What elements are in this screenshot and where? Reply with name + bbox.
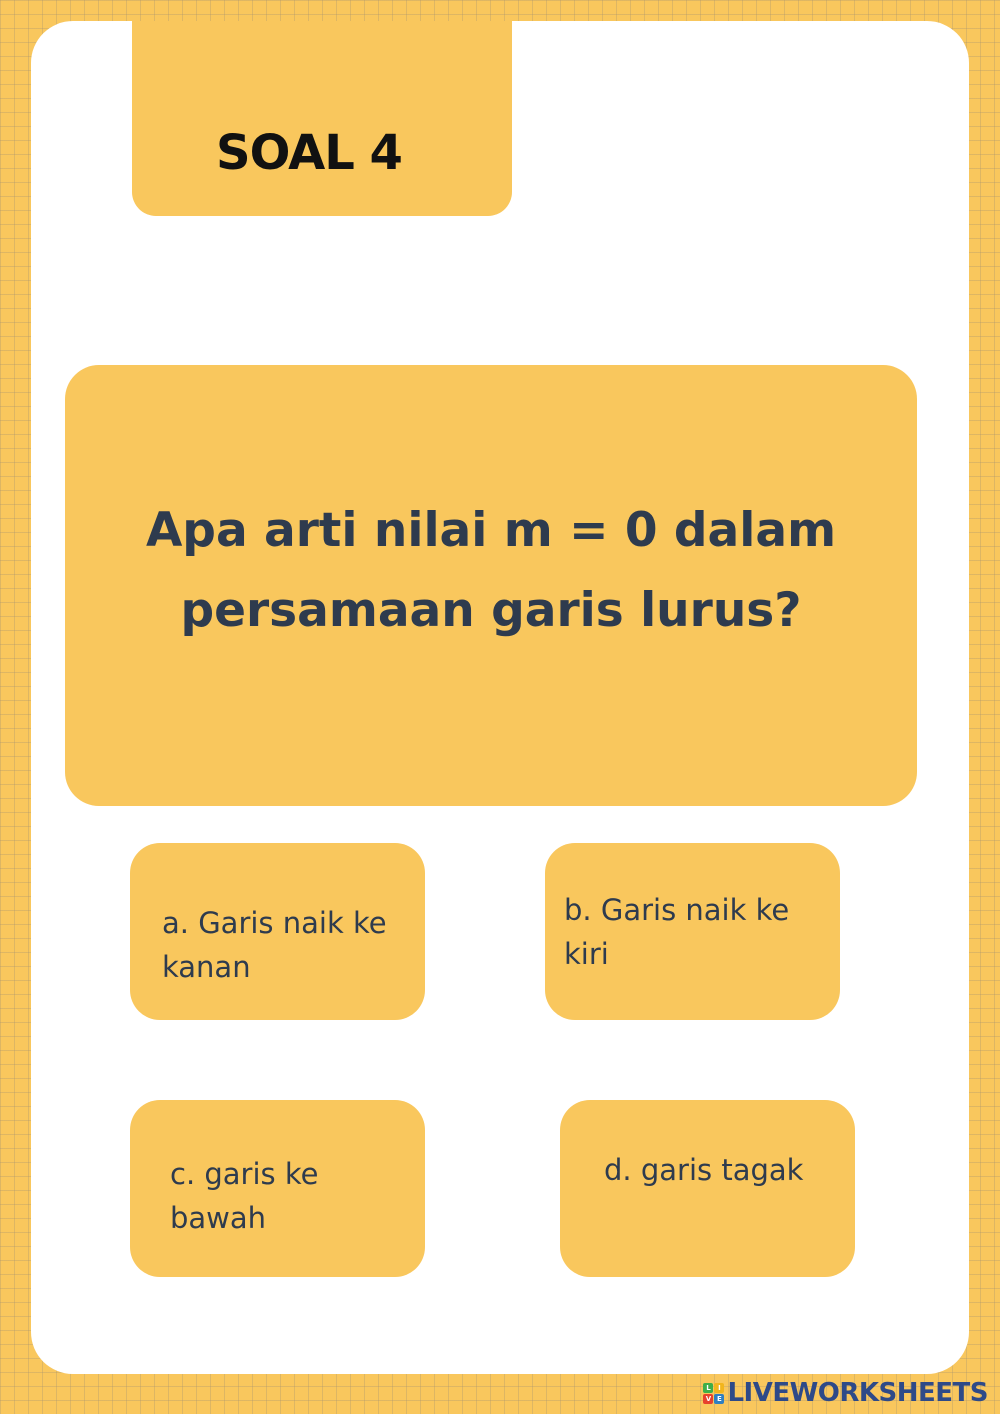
option-a[interactable] bbox=[130, 843, 425, 1020]
liveworksheets-logo bbox=[703, 1380, 988, 1406]
option-b-text: b. Garis naik ke kiri bbox=[564, 893, 790, 971]
question-number-title: SOAL 4 bbox=[216, 125, 402, 181]
logo-icon bbox=[703, 1383, 724, 1404]
logo-square-l: L bbox=[703, 1383, 713, 1393]
option-c-text: c. garis ke bawah bbox=[170, 1157, 319, 1235]
watermark-text: LIVEWORKSHEETS bbox=[727, 1378, 988, 1408]
option-b[interactable] bbox=[545, 843, 840, 1020]
logo-square-i: I bbox=[714, 1383, 724, 1393]
option-d-text: d. garis tagak bbox=[604, 1153, 804, 1187]
question-number-tab bbox=[132, 21, 512, 216]
option-c[interactable] bbox=[130, 1100, 425, 1277]
question-box bbox=[65, 365, 917, 806]
logo-square-e: E bbox=[714, 1394, 724, 1404]
option-d[interactable] bbox=[560, 1100, 855, 1277]
question-text: Apa arti nilai m = 0 dalam persamaan garis lurus? bbox=[145, 502, 837, 638]
logo-square-v: V bbox=[703, 1394, 713, 1404]
option-a-text: a. Garis naik ke kanan bbox=[162, 906, 387, 984]
